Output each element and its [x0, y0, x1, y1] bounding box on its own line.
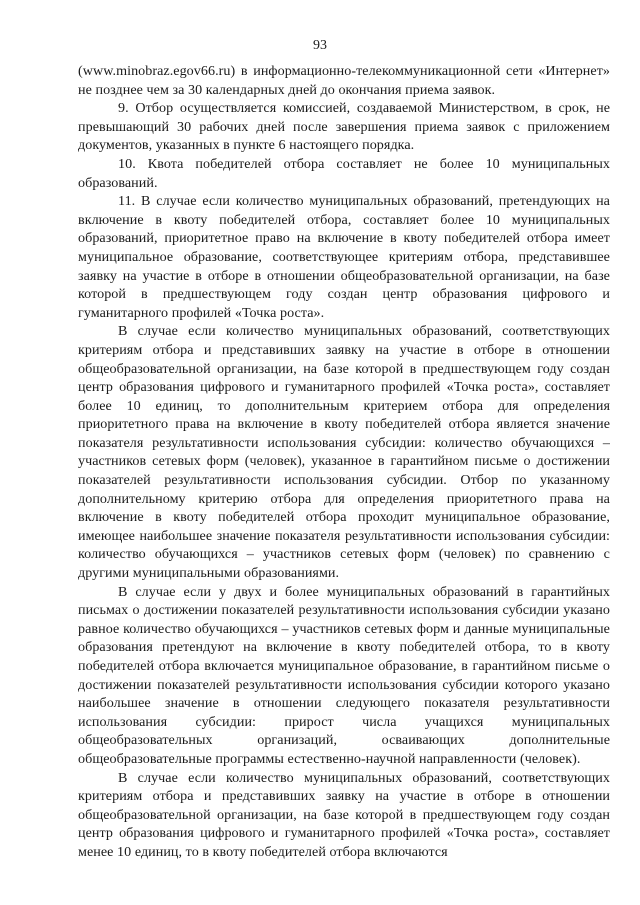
paragraph-item-11: 11. В случае если количество муниципальных образований, претендующих на включение в квоту победителей отбора, составляет более 10 муниципальных образований, приоритетное право на включение в квоту победителей отбора имеет муниципальное образование, соответствующее критериям отбора, представившее заявку на участие в отборе в отношении общеобразовательной организации, на базе которой в предшествующем году создан центр образования цифрового и гуманитарного профилей «Точка роста». [78, 193, 610, 321]
paragraph-less-than-ten: В случае если количество муниципальных образований, соответствующих критериям отбора и представивших заявку на участие в отборе в отношении общеобразовательной организации, на базе которой в предшествующем году создан центр образования цифрового и гуманитарного профилей «Точка роста», составляет менее 10 единиц, то в квоту победителей отбора включаются [78, 769, 610, 860]
document-body [78, 62, 610, 862]
paragraph-equal-count: В случае если у двух и более муниципальных образований в гарантийных письмах о достижении показателей результативности использования субсидии указано равное количество обучающихся – участников сетевых форм и данные муниципальные образования претендуют на включение в квоту победителей отбора, то в квоту победителей отбора включается муниципальное образование, в гарантийном письме о достижении показателей результативности использования субсидии которого указано наибольшее значение в отношении следующего показателя результативности использования субсидии: прирост числа учащихся муниципальных общеобразовательных организаций, осваивающих дополнительные общеобразовательные программы естественно-научной направленности (человек). [78, 583, 610, 767]
page-number: 93 [313, 38, 327, 53]
paragraph-continuation: (www.minobraz.egov66.ru) в информационно-телекоммуникационной сети «Интернет» не позднее чем за 30 календарных дней до окончания приема заявок. [78, 63, 610, 98]
paragraph-item-9: 9. Отбор осуществляется комиссией, создаваемой Министерством, в срок, не превышающий 30 рабочих дней после завершения приема заявок с приложением документов, указанных в пункте 6 настоящего порядка. [78, 100, 610, 154]
paragraph-additional-criterion: В случае если количество муниципальных образований, соответствующих критериям отбора и представивших заявку на участие в отборе в отношении общеобразовательной организации, на базе которой в предшествующем году создан центр образования цифрового и гуманитарного профилей «Точка роста», составляет более 10 единиц, то дополнительным критерием отбора для определения приоритетного права на включение в квоту победителей отбора является значение показателя результативности использования субсидии: количество обучающихся – участников сетевых форм (человек), указанное в гарантийном письме о достижении показателей результативности использования субсидии. Отбор по указанному дополнительному критерию отбора для определения приоритетного права на включение в квоту победителей отбора проходит муниципальное образование, имеющее наибольшее значение показателя результативности использования субсидии: количество обучающихся – участников сетевых форм (человек) по сравнению с другими муниципальными образованиями. [78, 323, 610, 582]
paragraph-item-10: 10. Квота победителей отбора составляет не более 10 муниципальных образований. [78, 155, 610, 191]
